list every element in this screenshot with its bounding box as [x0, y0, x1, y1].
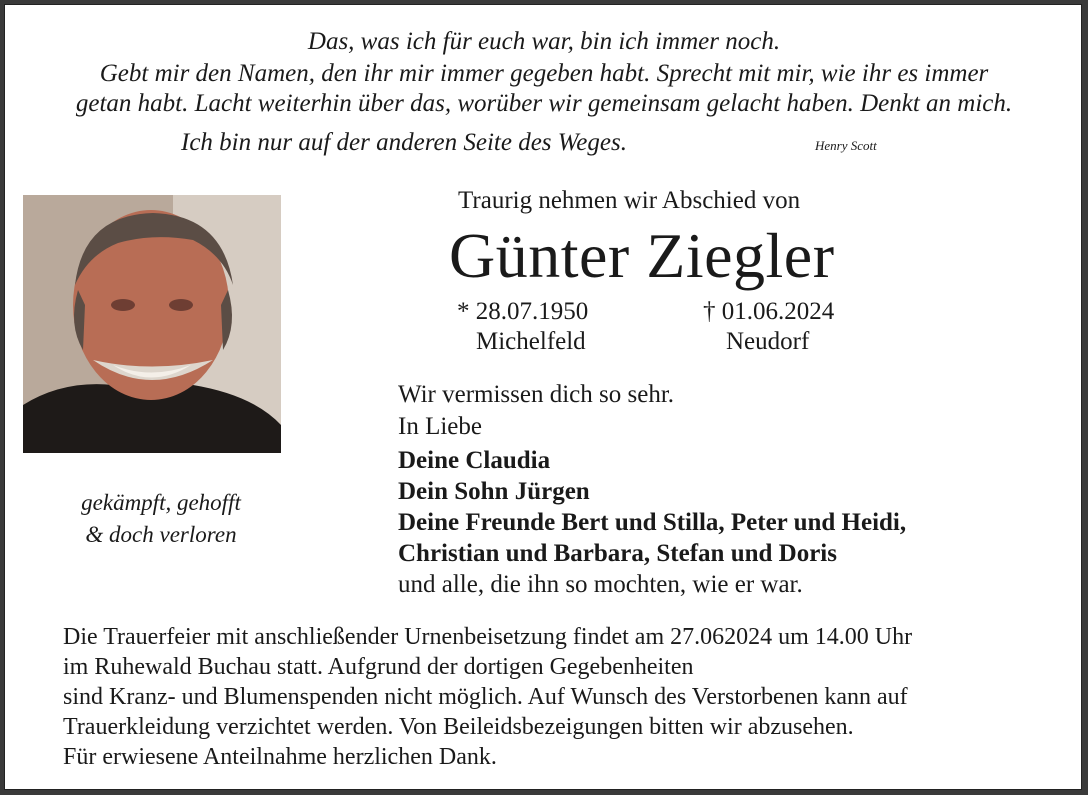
mourners-intro-line: In Liebe	[398, 413, 482, 440]
quote-line: getan habt. Lacht weiterhin über das, worüber wir gemeinsam gelacht haben. Denkt an mich.	[75, 90, 1013, 117]
intro-text: Traurig nehmen wir Abschied von	[458, 187, 801, 214]
mourners-intro-line: Wir vermissen dich so sehr.	[398, 381, 675, 408]
notice-line: Für erwiesene Anteilnahme herzlichen Dank.	[63, 744, 497, 770]
portrait-photo	[23, 195, 281, 453]
motto-line: & doch verloren	[85, 522, 237, 547]
motto-line: gekämpft, gehofft	[81, 490, 241, 515]
notice-line: Trauerkleidung verzichtet werden. Von Beileidsbezeigungen bitten wir abzusehen.	[63, 714, 854, 740]
birth-place: Michelfeld	[476, 328, 586, 355]
mourner-name: Christian und Barbara, Stefan und Doris	[398, 540, 837, 567]
notice-line: im Ruhewald Buchau statt. Aufgrund der dortigen Gegebenheiten	[63, 654, 694, 680]
quote-line: Gebt mir den Namen, den ihr mir immer gegeben habt. Sprecht mit mir, wie ihr es immer	[99, 60, 989, 87]
mourner-name: Deine Claudia	[398, 447, 551, 474]
death-place: Neudorf	[726, 328, 810, 355]
mourners-closing: und alle, die ihn so mochten, wie er war.	[398, 571, 803, 598]
quote-author: Henry Scott	[815, 138, 877, 153]
obituary-notice	[4, 4, 1082, 790]
mourner-name: Deine Freunde Bert und Stilla, Peter und Heidi,	[398, 509, 907, 536]
quote-line: Das, was ich für euch war, bin ich immer noch.	[307, 28, 781, 55]
birth-date: * 28.07.1950	[457, 298, 589, 325]
death-date: † 01.06.2024	[703, 298, 835, 325]
deceased-name: Günter Ziegler	[449, 220, 835, 291]
quote-last-line: Ich bin nur auf der anderen Seite des Weges.	[181, 129, 627, 156]
mourner-name: Dein Sohn Jürgen	[398, 478, 590, 505]
notice-line: Die Trauerfeier mit anschließender Urnenbeisetzung findet am 27.062024 um 14.00 Uhr	[63, 624, 913, 650]
notice-line: sind Kranz- und Blumenspenden nicht möglich. Auf Wunsch des Verstorbenen kann auf	[63, 684, 908, 710]
